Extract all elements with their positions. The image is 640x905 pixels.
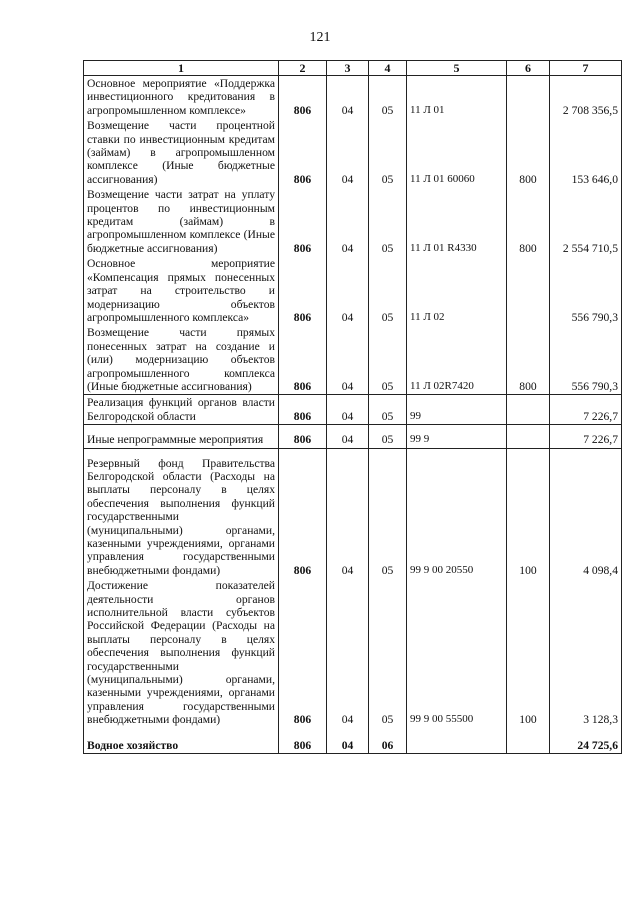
row-target: 99 9 00 20550 <box>407 448 507 578</box>
row-name: Возмещение части процентной ставки по инвестиционным кредитам (займам) в агропромышленном комплексе (Иные бюджетные ассигнования) <box>84 118 279 187</box>
row-target: 11 Л 02 <box>407 256 507 325</box>
row-amount: 24 725,6 <box>550 738 622 754</box>
row-subsection: 05 <box>369 578 407 727</box>
row-code: 806 <box>279 256 327 325</box>
row-subsection: 05 <box>369 325 407 395</box>
row-type: 800 <box>507 118 550 187</box>
row-subsection: 05 <box>369 448 407 578</box>
row-name: Возмещение части затрат на уплату процентов по инвестиционным кредитам (займам) в агропромышленном комплексе (Иные бюджетные ассигнования) <box>84 187 279 256</box>
row-name: Реализация функций органов власти Белгородской области <box>84 395 279 425</box>
row-name: Основное мероприятие «Поддержка инвестиционного кредитования в агропромышленном комплексе» <box>84 76 279 119</box>
row-type <box>507 395 550 425</box>
table-row <box>84 256 622 325</box>
row-code: 806 <box>279 118 327 187</box>
row-subsection: 05 <box>369 76 407 119</box>
row-section: 04 <box>327 578 369 727</box>
row-code: 806 <box>279 425 327 448</box>
row-code: 806 <box>279 738 327 754</box>
table-row <box>84 187 622 256</box>
table-row <box>84 395 622 425</box>
row-amount: 153 646,0 <box>550 118 622 187</box>
row-section: 04 <box>327 448 369 578</box>
table-row <box>84 425 622 448</box>
row-target: 11 Л 01 R4330 <box>407 187 507 256</box>
row-code: 806 <box>279 578 327 727</box>
row-amount: 3 128,3 <box>550 578 622 727</box>
row-target: 99 9 00 55500 <box>407 578 507 727</box>
row-type <box>507 738 550 754</box>
table-row <box>84 738 622 754</box>
column-header: 2 <box>279 61 327 76</box>
row-subsection: 05 <box>369 256 407 325</box>
column-header: 5 <box>407 61 507 76</box>
row-name: Иные непрограммные мероприятия <box>84 425 279 448</box>
row-target: 11 Л 02R7420 <box>407 325 507 395</box>
column-header: 3 <box>327 61 369 76</box>
row-amount: 2 554 710,5 <box>550 187 622 256</box>
table-spacer-row <box>84 728 622 738</box>
row-code: 806 <box>279 395 327 425</box>
row-name: Резервный фонд Правительства Белгородской области (Расходы на выплаты персоналу в целях обеспечения выполнения функций государственными (муниципальными) органами, казенными учреждениями, органами управления государственными внебюджетными фондами) <box>84 448 279 578</box>
row-name: Водное хозяйство <box>84 738 279 754</box>
row-amount: 7 226,7 <box>550 395 622 425</box>
row-code: 806 <box>279 76 327 119</box>
row-subsection: 05 <box>369 187 407 256</box>
row-target: 99 <box>407 395 507 425</box>
table-row <box>84 325 622 395</box>
row-target: 11 Л 01 60060 <box>407 118 507 187</box>
row-amount: 2 708 356,5 <box>550 76 622 119</box>
row-section: 04 <box>327 118 369 187</box>
table-row <box>84 118 622 187</box>
row-type <box>507 76 550 119</box>
row-code: 806 <box>279 448 327 578</box>
row-type <box>507 425 550 448</box>
table-row <box>84 448 622 578</box>
row-target: 11 Л 01 <box>407 76 507 119</box>
row-subsection: 06 <box>369 738 407 754</box>
row-type: 100 <box>507 578 550 727</box>
row-amount: 7 226,7 <box>550 425 622 448</box>
row-subsection: 05 <box>369 395 407 425</box>
row-type: 100 <box>507 448 550 578</box>
row-name: Возмещение части прямых понесенных затрат на создание и (или) модернизацию объектов агропромышленного комплекса (Иные бюджетные ассигнования) <box>84 325 279 395</box>
row-target: 99 9 <box>407 425 507 448</box>
table-row <box>84 76 622 119</box>
row-code: 806 <box>279 187 327 256</box>
table-header-row <box>84 61 622 76</box>
row-name: Основное мероприятие «Компенсация прямых понесенных затрат на строительство и модернизацию объектов агропромышленного комплекса» <box>84 256 279 325</box>
row-section: 04 <box>327 187 369 256</box>
row-section: 04 <box>327 325 369 395</box>
row-section: 04 <box>327 425 369 448</box>
column-header: 6 <box>507 61 550 76</box>
row-code: 806 <box>279 325 327 395</box>
column-header: 7 <box>550 61 622 76</box>
row-amount: 556 790,3 <box>550 256 622 325</box>
row-section: 04 <box>327 76 369 119</box>
row-section: 04 <box>327 395 369 425</box>
budget-table <box>83 60 622 754</box>
row-section: 04 <box>327 738 369 754</box>
row-name: Достижение показателей деятельности органов исполнительной власти субъектов Российской Федерации (Расходы на выплаты персоналу в целях обеспечения выполнения функций государственными (муниципальными) органами, казенными учреждениями, органами управления государственными внебюджетными фондами) <box>84 578 279 727</box>
row-type <box>507 256 550 325</box>
row-target <box>407 738 507 754</box>
row-amount: 556 790,3 <box>550 325 622 395</box>
row-type: 800 <box>507 187 550 256</box>
column-header: 4 <box>369 61 407 76</box>
row-type: 800 <box>507 325 550 395</box>
row-amount: 4 098,4 <box>550 448 622 578</box>
row-subsection: 05 <box>369 425 407 448</box>
page-number: 121 <box>309 30 331 45</box>
row-subsection: 05 <box>369 118 407 187</box>
row-section: 04 <box>327 256 369 325</box>
column-header: 1 <box>84 61 279 76</box>
table-row <box>84 578 622 727</box>
